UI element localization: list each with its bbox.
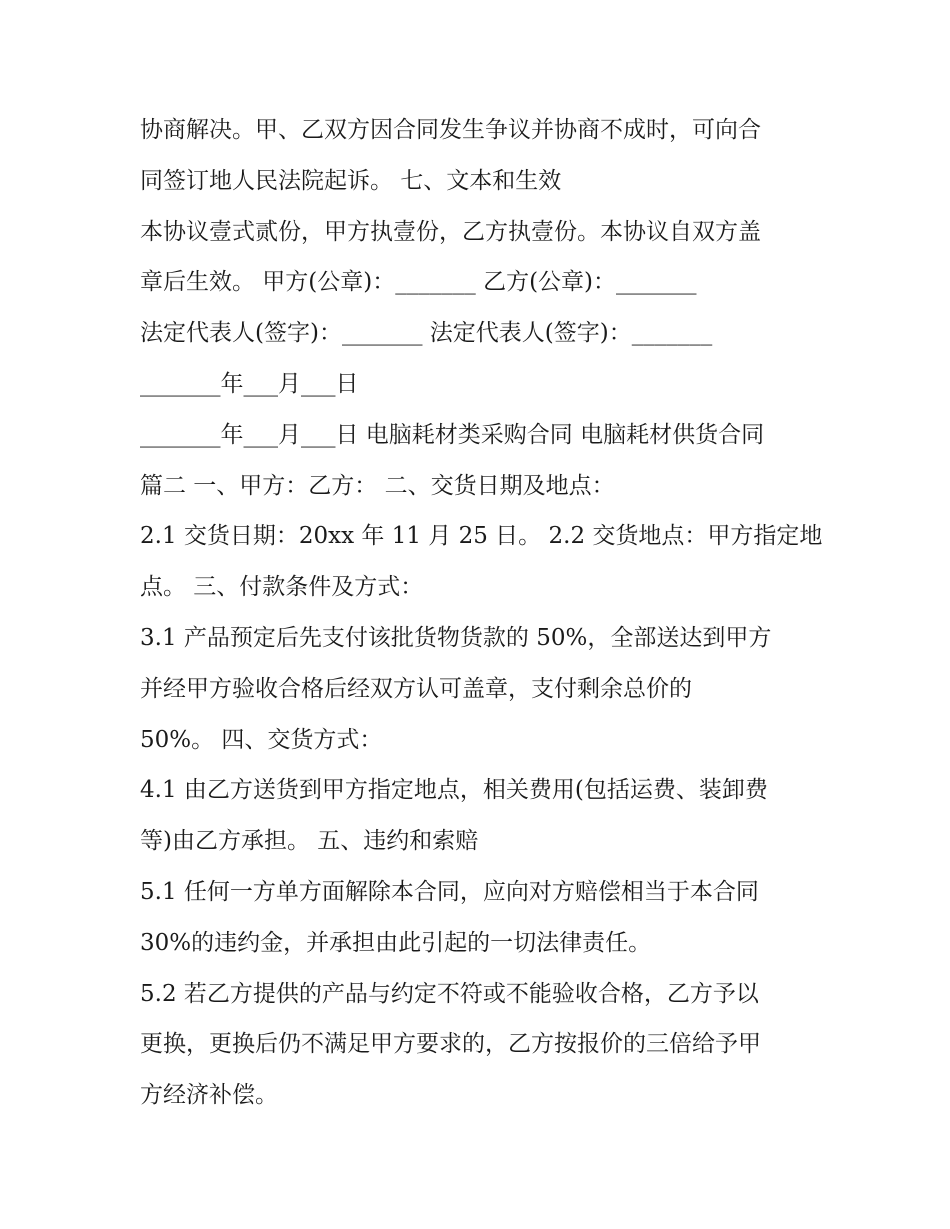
- text-line: 等)由乙方承担。 五、违约和索赔: [140, 828, 479, 855]
- text-line: 并经甲方验收合格后经双方认可盖章，支付剩余总价的: [140, 675, 692, 702]
- text-line: _______年___月___日 电脑耗材类采购合同 电脑耗材供货合同: [140, 421, 765, 448]
- text-line: 篇二 一、甲方：乙方： 二、交货日期及地点：: [140, 472, 615, 499]
- text-line: 2.1 交货日期：20xx 年 11 月 25 日。 2.2 交货地点：甲方指定地: [140, 523, 823, 550]
- text-line: 5.2 若乙方提供的产品与约定不符或不能验收合格，乙方予以: [140, 980, 759, 1007]
- text-line: 方经济补偿。: [140, 1082, 278, 1109]
- text-line: 更换，更换后仍不满足甲方要求的，乙方按报价的三倍给予甲: [140, 1031, 761, 1058]
- text-line: 法定代表人(签字)：_______ 法定代表人(签字)：_______: [140, 320, 713, 347]
- contract-text-body: [140, 105, 823, 1121]
- text-line: 50%。 四、交货方式：: [140, 726, 383, 753]
- text-line: 30%的违约金，并承担由此引起的一切法律责任。: [140, 929, 652, 956]
- text-line: 4.1 由乙方送货到甲方指定地点，相关费用(包括运费、装卸费: [140, 777, 768, 804]
- text-line: 本协议壹式贰份，甲方执壹份，乙方执壹份。本协议自双方盖: [140, 218, 761, 245]
- text-line: 点。 三、付款条件及方式：: [140, 574, 424, 601]
- text-line: 3.1 产品预定后先支付该批货物货款的 50%，全部送达到甲方: [140, 624, 772, 651]
- text-line: _______年___月___日: [140, 370, 359, 397]
- text-line: 协商解决。甲、乙双方因合同发生争议并协商不成时，可向合: [140, 117, 761, 143]
- text-line: 5.1 任何一方单方面解除本合同，应向对方赔偿相当于本合同: [140, 878, 759, 905]
- text-line: 章后生效。 甲方(公章)：_______ 乙方(公章)：_______: [140, 269, 697, 296]
- text-line: 同签订地人民法院起诉。 七、文本和生效: [140, 167, 562, 194]
